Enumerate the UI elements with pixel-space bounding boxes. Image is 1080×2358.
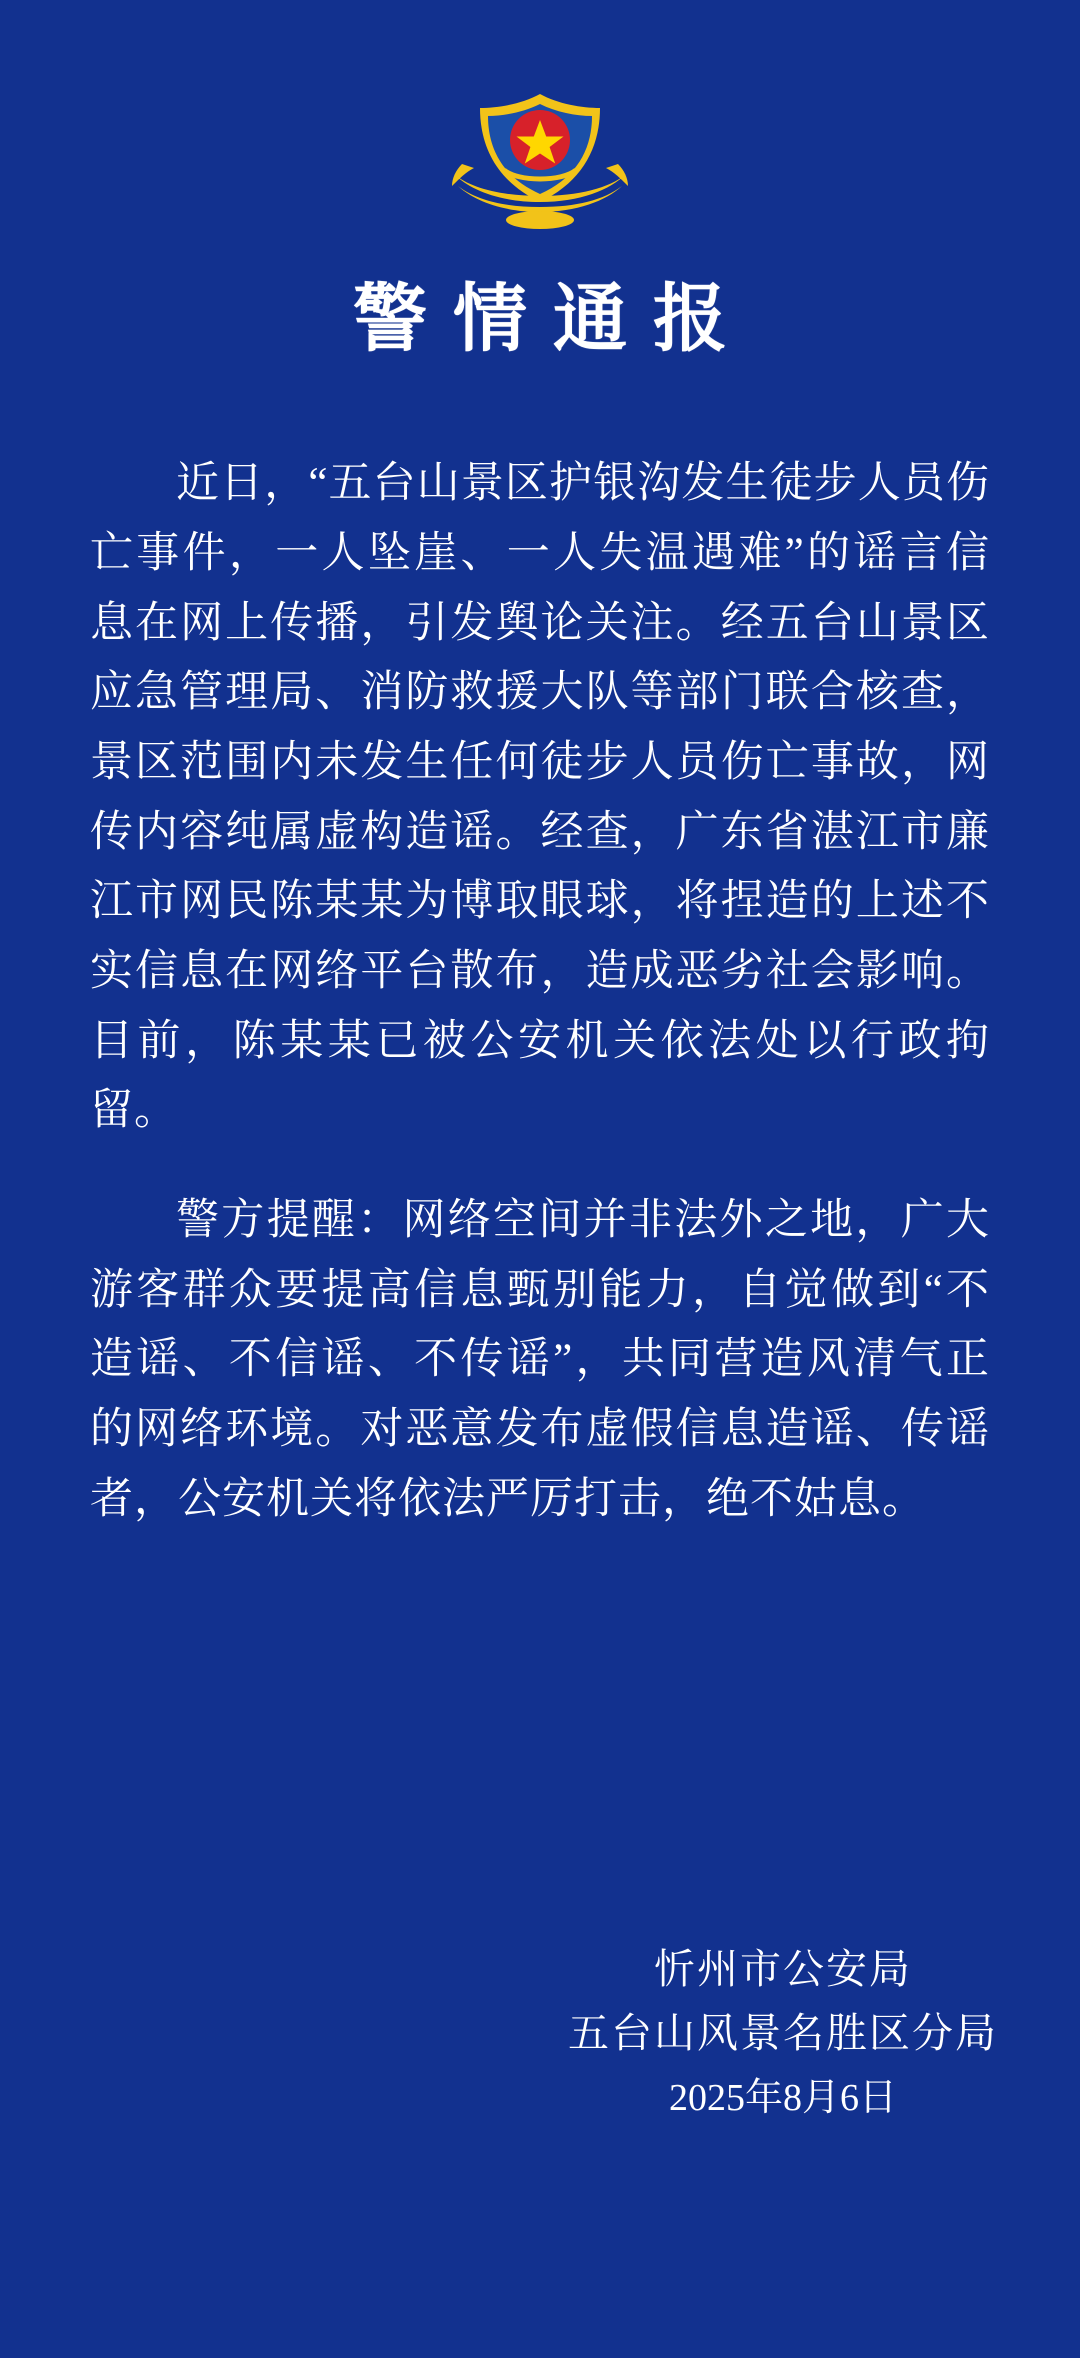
paragraph-2: 警方提醒：网络空间并非法外之地，广大游客群众要提高信息甄别能力，自觉做到“不造谣、不信谣、不传谣”，共同营造风清气正的网络环境。对恶意发布虚假信息造谣、传谣者，公安机关将依法严厉打击，绝不姑息。: [90, 1196, 990, 1523]
paragraph-1: 近日，“五台山景区护银沟发生徒步人员伤亡事件，一人坠崖、一人失温遇难”的谣言信息在网上传播，引发舆论关注。经五台山景区应急管理局、消防救援大队等部门联合核查，景区范围内未发生任何徒步人员伤亡事故，网传内容纯属虚构造谣。经查，广东省湛江市廉江市网民陈某某为博取眼球，将捏造的上述不实信息在网络平台散布，造成恶劣社会影响。目前，陈某某已被公安机关依法处以行政拘留。: [90, 460, 990, 1135]
signature-block: [568, 1938, 998, 2128]
signature-date: 2025年8月6日: [668, 2077, 897, 2120]
notice-body: [80, 361, 1000, 1534]
page-title: 警情通报: [353, 279, 753, 361]
china-police-emblem-icon: [440, 78, 640, 250]
signature-department: 五台山风景名胜区分局: [568, 2009, 998, 2056]
signature-org: 忻州市公安局: [654, 1946, 912, 1993]
